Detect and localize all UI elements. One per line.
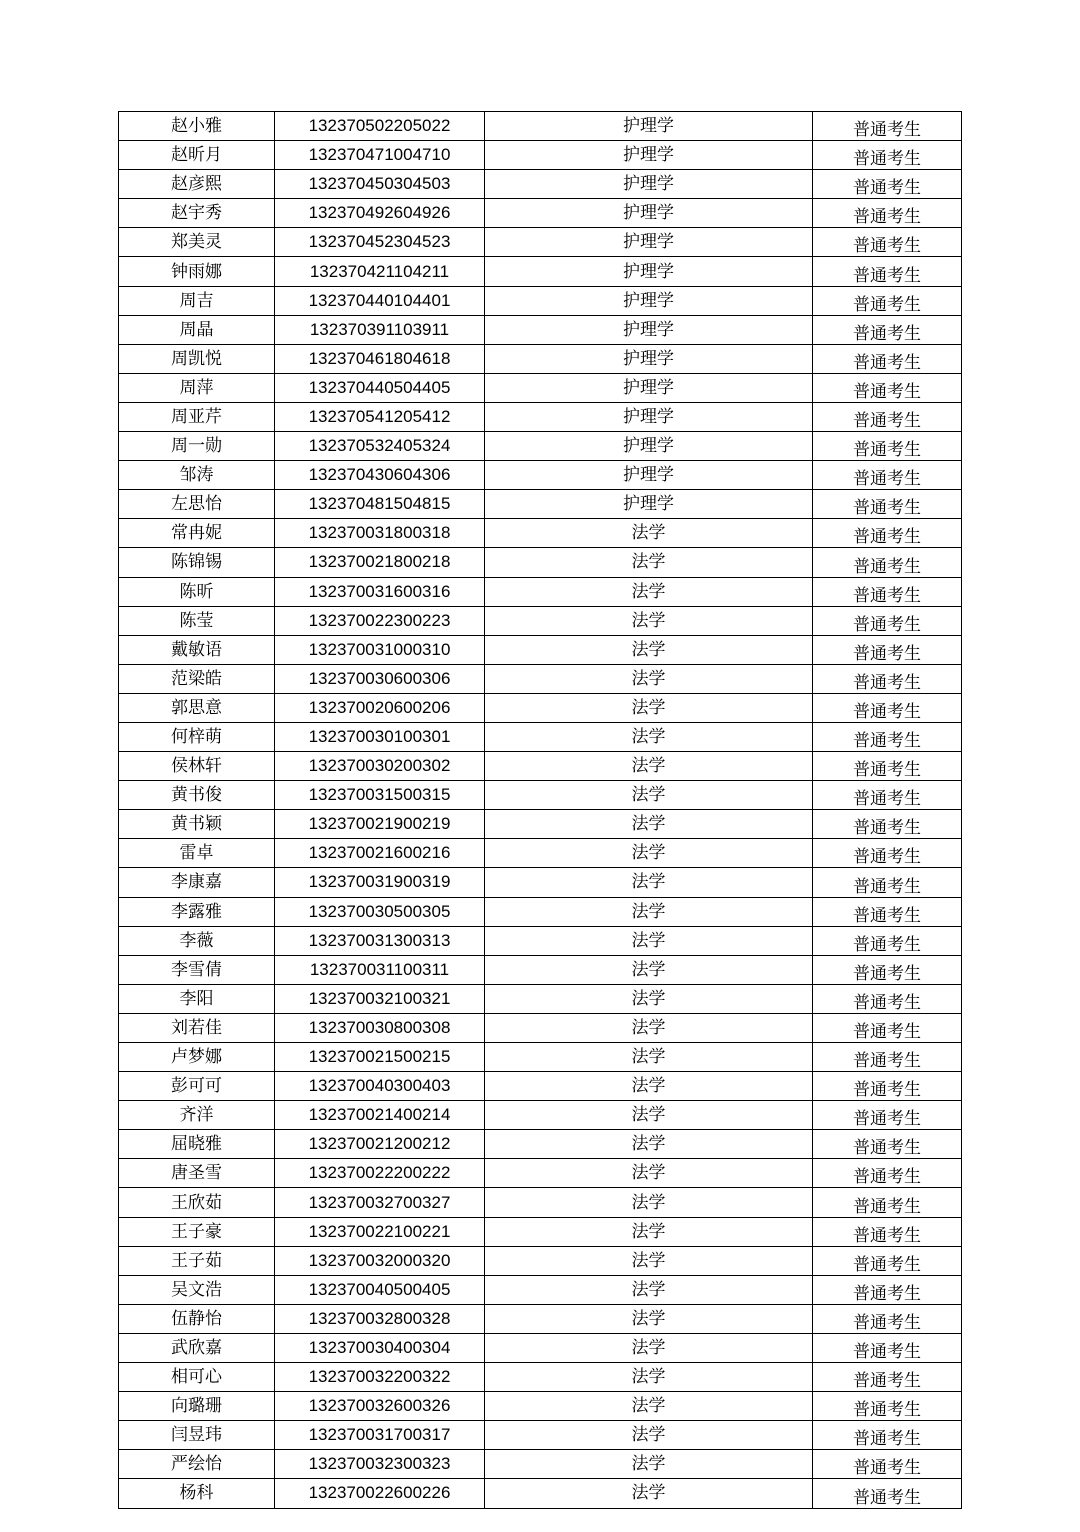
cell-candidate-type: 普通考生 [813, 1130, 962, 1159]
cell-exam-id: 132370021800218 [275, 548, 485, 577]
cell-candidate-type: 普通考生 [813, 1275, 962, 1304]
cell-candidate-type: 普通考生 [813, 635, 962, 664]
cell-candidate-type: 普通考生 [813, 112, 962, 141]
table-row [119, 1275, 962, 1304]
cell-candidate-type: 普通考生 [813, 1421, 962, 1450]
cell-major: 法学 [485, 781, 813, 810]
table-row [119, 897, 962, 926]
cell-major: 法学 [485, 1188, 813, 1217]
cell-major: 护理学 [485, 344, 813, 373]
cell-candidate-type: 普通考生 [813, 228, 962, 257]
cell-candidate-type: 普通考生 [813, 1188, 962, 1217]
cell-candidate-type: 普通考生 [813, 1450, 962, 1479]
admission-list-table [118, 111, 962, 1509]
cell-candidate-type: 普通考生 [813, 1363, 962, 1392]
cell-candidate-type: 普通考生 [813, 984, 962, 1013]
cell-name: 齐洋 [119, 1101, 275, 1130]
cell-candidate-type: 普通考生 [813, 693, 962, 722]
table-row [119, 141, 962, 170]
cell-exam-id: 132370391103911 [275, 315, 485, 344]
table-row [119, 722, 962, 751]
cell-name: 周萍 [119, 373, 275, 402]
table-row [119, 373, 962, 402]
table-row [119, 1421, 962, 1450]
cell-major: 法学 [485, 722, 813, 751]
cell-name: 郭思意 [119, 693, 275, 722]
cell-candidate-type: 普通考生 [813, 868, 962, 897]
table-row [119, 781, 962, 810]
cell-exam-id: 132370502205022 [275, 112, 485, 141]
cell-candidate-type: 普通考生 [813, 722, 962, 751]
cell-major: 法学 [485, 664, 813, 693]
cell-major: 法学 [485, 752, 813, 781]
cell-major: 护理学 [485, 112, 813, 141]
table-row [119, 548, 962, 577]
cell-candidate-type: 普通考生 [813, 810, 962, 839]
cell-major: 法学 [485, 984, 813, 1013]
table-row [119, 1043, 962, 1072]
cell-name: 吴文浩 [119, 1275, 275, 1304]
cell-name: 周吉 [119, 286, 275, 315]
cell-name: 陈昕 [119, 577, 275, 606]
cell-major: 法学 [485, 1392, 813, 1421]
cell-name: 王子茹 [119, 1246, 275, 1275]
table-row [119, 199, 962, 228]
cell-name: 周晶 [119, 315, 275, 344]
cell-exam-id: 132370020600206 [275, 693, 485, 722]
cell-candidate-type: 普通考生 [813, 606, 962, 635]
table-row [119, 1304, 962, 1333]
cell-candidate-type: 普通考生 [813, 839, 962, 868]
cell-exam-id: 132370040300403 [275, 1072, 485, 1101]
cell-exam-id: 132370021200212 [275, 1130, 485, 1159]
cell-major: 护理学 [485, 373, 813, 402]
cell-name: 雷卓 [119, 839, 275, 868]
cell-major: 法学 [485, 1159, 813, 1188]
cell-exam-id: 132370031100311 [275, 955, 485, 984]
table-row [119, 955, 962, 984]
cell-major: 法学 [485, 926, 813, 955]
cell-exam-id: 132370440104401 [275, 286, 485, 315]
table-row [119, 402, 962, 431]
cell-name: 彭可可 [119, 1072, 275, 1101]
cell-candidate-type: 普通考生 [813, 664, 962, 693]
cell-exam-id: 132370452304523 [275, 228, 485, 257]
table-row [119, 1450, 962, 1479]
cell-candidate-type: 普通考生 [813, 141, 962, 170]
cell-name: 戴敏语 [119, 635, 275, 664]
cell-name: 郑美灵 [119, 228, 275, 257]
cell-exam-id: 132370031600316 [275, 577, 485, 606]
cell-name: 赵彦熙 [119, 170, 275, 199]
cell-major: 法学 [485, 1246, 813, 1275]
table-row [119, 461, 962, 490]
cell-exam-id: 132370492604926 [275, 199, 485, 228]
cell-candidate-type: 普通考生 [813, 1479, 962, 1508]
cell-exam-id: 132370022600226 [275, 1479, 485, 1508]
cell-exam-id: 132370030800308 [275, 1013, 485, 1042]
cell-exam-id: 132370031500315 [275, 781, 485, 810]
table-row [119, 228, 962, 257]
cell-exam-id: 132370022300223 [275, 606, 485, 635]
cell-name: 唐圣雪 [119, 1159, 275, 1188]
cell-candidate-type: 普通考生 [813, 781, 962, 810]
cell-name: 赵小雅 [119, 112, 275, 141]
cell-major: 法学 [485, 1479, 813, 1508]
cell-exam-id: 132370031000310 [275, 635, 485, 664]
table-row [119, 1363, 962, 1392]
table-row [119, 1188, 962, 1217]
cell-candidate-type: 普通考生 [813, 344, 962, 373]
cell-name: 赵昕月 [119, 141, 275, 170]
cell-exam-id: 132370032200322 [275, 1363, 485, 1392]
cell-name: 钟雨娜 [119, 257, 275, 286]
cell-exam-id: 132370021500215 [275, 1043, 485, 1072]
cell-name: 李阳 [119, 984, 275, 1013]
cell-name: 向璐珊 [119, 1392, 275, 1421]
cell-major: 法学 [485, 635, 813, 664]
cell-major: 护理学 [485, 432, 813, 461]
cell-exam-id: 132370031900319 [275, 868, 485, 897]
cell-major: 法学 [485, 577, 813, 606]
cell-exam-id: 132370032300323 [275, 1450, 485, 1479]
cell-exam-id: 132370030400304 [275, 1333, 485, 1362]
table-row [119, 1130, 962, 1159]
cell-major: 法学 [485, 839, 813, 868]
cell-major: 法学 [485, 1275, 813, 1304]
cell-major: 法学 [485, 955, 813, 984]
cell-major: 护理学 [485, 170, 813, 199]
cell-major: 法学 [485, 1130, 813, 1159]
cell-exam-id: 132370031300313 [275, 926, 485, 955]
cell-candidate-type: 普通考生 [813, 1159, 962, 1188]
table-row [119, 984, 962, 1013]
cell-exam-id: 132370021600216 [275, 839, 485, 868]
cell-major: 法学 [485, 693, 813, 722]
cell-candidate-type: 普通考生 [813, 373, 962, 402]
cell-name: 黄书俊 [119, 781, 275, 810]
table-row [119, 519, 962, 548]
cell-candidate-type: 普通考生 [813, 170, 962, 199]
cell-candidate-type: 普通考生 [813, 752, 962, 781]
cell-exam-id: 132370440504405 [275, 373, 485, 402]
cell-name: 刘若佳 [119, 1013, 275, 1042]
cell-major: 法学 [485, 1450, 813, 1479]
table-row [119, 286, 962, 315]
cell-candidate-type: 普通考生 [813, 286, 962, 315]
table-row [119, 1479, 962, 1508]
table-row [119, 1013, 962, 1042]
table-row [119, 315, 962, 344]
cell-exam-id: 132370021900219 [275, 810, 485, 839]
cell-exam-id: 132370021400214 [275, 1101, 485, 1130]
table-row [119, 1246, 962, 1275]
cell-exam-id: 132370032700327 [275, 1188, 485, 1217]
cell-name: 侯林轩 [119, 752, 275, 781]
cell-name: 周凯悦 [119, 344, 275, 373]
cell-major: 法学 [485, 1217, 813, 1246]
cell-candidate-type: 普通考生 [813, 897, 962, 926]
cell-exam-id: 132370032800328 [275, 1304, 485, 1333]
cell-exam-id: 132370481504815 [275, 490, 485, 519]
cell-major: 法学 [485, 519, 813, 548]
table-row [119, 839, 962, 868]
table-row [119, 577, 962, 606]
table-row [119, 1159, 962, 1188]
cell-candidate-type: 普通考生 [813, 1392, 962, 1421]
cell-major: 护理学 [485, 286, 813, 315]
table-row [119, 1333, 962, 1362]
cell-candidate-type: 普通考生 [813, 461, 962, 490]
cell-candidate-type: 普通考生 [813, 315, 962, 344]
cell-exam-id: 132370032100321 [275, 984, 485, 1013]
cell-major: 法学 [485, 810, 813, 839]
cell-major: 护理学 [485, 461, 813, 490]
cell-candidate-type: 普通考生 [813, 402, 962, 431]
cell-name: 杨科 [119, 1479, 275, 1508]
cell-exam-id: 132370022200222 [275, 1159, 485, 1188]
cell-exam-id: 132370040500405 [275, 1275, 485, 1304]
cell-exam-id: 132370430604306 [275, 461, 485, 490]
cell-major: 法学 [485, 868, 813, 897]
cell-name: 李雪倩 [119, 955, 275, 984]
cell-candidate-type: 普通考生 [813, 1043, 962, 1072]
cell-name: 相可心 [119, 1363, 275, 1392]
table-row [119, 170, 962, 199]
cell-candidate-type: 普通考生 [813, 199, 962, 228]
table-row [119, 635, 962, 664]
cell-exam-id: 132370031700317 [275, 1421, 485, 1450]
cell-name: 周亚芹 [119, 402, 275, 431]
table-row [119, 112, 962, 141]
cell-major: 法学 [485, 1333, 813, 1362]
cell-exam-id: 132370032000320 [275, 1246, 485, 1275]
cell-name: 何梓萌 [119, 722, 275, 751]
cell-exam-id: 132370030500305 [275, 897, 485, 926]
cell-name: 邹涛 [119, 461, 275, 490]
table-row [119, 432, 962, 461]
cell-exam-id: 132370532405324 [275, 432, 485, 461]
cell-major: 法学 [485, 897, 813, 926]
cell-candidate-type: 普通考生 [813, 257, 962, 286]
table-row [119, 1217, 962, 1246]
cell-major: 法学 [485, 1304, 813, 1333]
cell-name: 陈莹 [119, 606, 275, 635]
cell-exam-id: 132370032600326 [275, 1392, 485, 1421]
cell-candidate-type: 普通考生 [813, 1304, 962, 1333]
table-row [119, 344, 962, 373]
cell-candidate-type: 普通考生 [813, 1246, 962, 1275]
cell-major: 护理学 [485, 257, 813, 286]
cell-name: 范梁皓 [119, 664, 275, 693]
cell-major: 护理学 [485, 199, 813, 228]
table-body [119, 112, 962, 1509]
cell-exam-id: 132370450304503 [275, 170, 485, 199]
table-row [119, 490, 962, 519]
table-row [119, 868, 962, 897]
cell-candidate-type: 普通考生 [813, 519, 962, 548]
cell-exam-id: 132370471004710 [275, 141, 485, 170]
cell-major: 法学 [485, 1101, 813, 1130]
table-row [119, 1392, 962, 1421]
cell-major: 法学 [485, 1421, 813, 1450]
table-row [119, 693, 962, 722]
cell-major: 法学 [485, 1072, 813, 1101]
cell-candidate-type: 普通考生 [813, 577, 962, 606]
cell-exam-id: 132370421104211 [275, 257, 485, 286]
cell-name: 卢梦娜 [119, 1043, 275, 1072]
cell-candidate-type: 普通考生 [813, 1333, 962, 1362]
cell-candidate-type: 普通考生 [813, 955, 962, 984]
cell-exam-id: 132370030100301 [275, 722, 485, 751]
cell-exam-id: 132370541205412 [275, 402, 485, 431]
cell-major: 法学 [485, 1043, 813, 1072]
table-row [119, 257, 962, 286]
cell-major: 法学 [485, 1013, 813, 1042]
table-row [119, 1101, 962, 1130]
cell-name: 屈晓雅 [119, 1130, 275, 1159]
cell-name: 闫昱玮 [119, 1421, 275, 1450]
cell-name: 常冉妮 [119, 519, 275, 548]
cell-major: 护理学 [485, 141, 813, 170]
table-row [119, 664, 962, 693]
cell-candidate-type: 普通考生 [813, 432, 962, 461]
table-row [119, 1072, 962, 1101]
cell-name: 赵宇秀 [119, 199, 275, 228]
table-row [119, 810, 962, 839]
cell-name: 伍静怡 [119, 1304, 275, 1333]
cell-exam-id: 132370031800318 [275, 519, 485, 548]
cell-exam-id: 132370030600306 [275, 664, 485, 693]
cell-exam-id: 132370030200302 [275, 752, 485, 781]
cell-name: 严绘怡 [119, 1450, 275, 1479]
cell-exam-id: 132370461804618 [275, 344, 485, 373]
cell-name: 左思怡 [119, 490, 275, 519]
cell-name: 李露雅 [119, 897, 275, 926]
cell-major: 法学 [485, 606, 813, 635]
cell-candidate-type: 普通考生 [813, 1101, 962, 1130]
cell-candidate-type: 普通考生 [813, 490, 962, 519]
cell-major: 护理学 [485, 402, 813, 431]
table-row [119, 752, 962, 781]
cell-candidate-type: 普通考生 [813, 1217, 962, 1246]
cell-major: 护理学 [485, 490, 813, 519]
cell-major: 护理学 [485, 315, 813, 344]
cell-name: 周一勋 [119, 432, 275, 461]
cell-candidate-type: 普通考生 [813, 1013, 962, 1042]
table-row [119, 926, 962, 955]
table-row [119, 606, 962, 635]
cell-name: 李薇 [119, 926, 275, 955]
cell-major: 法学 [485, 548, 813, 577]
cell-name: 李康嘉 [119, 868, 275, 897]
cell-major: 法学 [485, 1363, 813, 1392]
cell-name: 武欣嘉 [119, 1333, 275, 1362]
cell-name: 王欣茹 [119, 1188, 275, 1217]
cell-major: 护理学 [485, 228, 813, 257]
cell-name: 黄书颖 [119, 810, 275, 839]
cell-name: 陈锦锡 [119, 548, 275, 577]
cell-name: 王子豪 [119, 1217, 275, 1246]
cell-candidate-type: 普通考生 [813, 926, 962, 955]
cell-candidate-type: 普通考生 [813, 1072, 962, 1101]
cell-candidate-type: 普通考生 [813, 548, 962, 577]
cell-exam-id: 132370022100221 [275, 1217, 485, 1246]
